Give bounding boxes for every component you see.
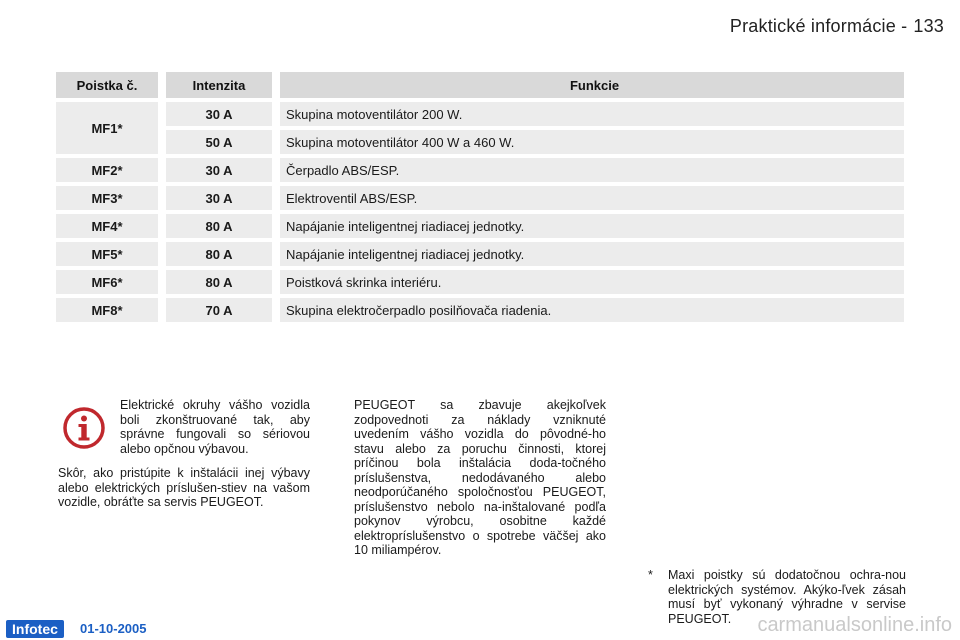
table-row: [56, 130, 904, 154]
amp-cell: 30 A: [166, 186, 272, 210]
header-func: Funkcie: [280, 72, 904, 98]
fuse-cell: MF6*: [56, 270, 158, 294]
table-row: [56, 298, 904, 322]
page-title: Praktické informácie -: [729, 16, 908, 36]
amp-cell: 80 A: [166, 270, 272, 294]
amp-cell: 30 A: [166, 158, 272, 182]
header-amp: Intenzita: [166, 72, 272, 98]
fuse-table: [56, 68, 904, 326]
watermark: carmanualsonline.info: [757, 614, 952, 636]
page-number: 133: [913, 16, 944, 36]
table-row: [56, 270, 904, 294]
info-note-text: Elektrické okruhy vášho vozidla boli zkonštruované tak, aby správne fungovali so sériovou alebo opčnou výbavou.: [120, 398, 310, 456]
header-fuse: Poistka č.: [56, 72, 158, 98]
info-note-advice: Skôr, ako pristúpite k inštalácii inej výbavy alebo elektrických príslušen-stiev na vašom vozidle, obráťte sa servis PEUGEOT.: [58, 466, 310, 509]
func-cell: Skupina motoventilátor 400 W a 460 W.: [280, 130, 904, 154]
func-cell: Skupina motoventilátor 200 W.: [280, 102, 904, 126]
page-header: [730, 16, 944, 37]
func-cell: Elektroventil ABS/ESP.: [280, 186, 904, 210]
func-cell: Skupina elektročerpadlo posilňovača riadenia.: [280, 298, 904, 322]
func-cell: Poistková skrinka interiéru.: [280, 270, 904, 294]
infotec-logo: Infotec: [6, 620, 64, 638]
footnote-marker: *: [648, 568, 653, 582]
table-row: [56, 242, 904, 266]
table-row: [56, 102, 904, 126]
fuse-cell: MF3*: [56, 186, 158, 210]
amp-cell: 70 A: [166, 298, 272, 322]
table-header-row: [56, 72, 904, 98]
amp-cell: 80 A: [166, 214, 272, 238]
fuse-cell: MF1*: [56, 102, 158, 154]
table-row: [56, 186, 904, 210]
func-cell: Napájanie inteligentnej riadiacej jednotky.: [280, 214, 904, 238]
amp-cell: 50 A: [166, 130, 272, 154]
amp-cell: 30 A: [166, 102, 272, 126]
fuse-cell: MF5*: [56, 242, 158, 266]
footer-date: 01-10-2005: [80, 621, 147, 636]
func-cell: Čerpadlo ABS/ESP.: [280, 158, 904, 182]
fuse-cell: MF4*: [56, 214, 158, 238]
footnote-text: Maxi poistky sú dodatočnou ochra-nou elektrických systémov. Akýko-ľvek zásah musí byť vykonaný výhradne v servise PEUGEOT.: [668, 568, 906, 626]
amp-cell: 80 A: [166, 242, 272, 266]
table-row: [56, 214, 904, 238]
fuse-cell: MF8*: [56, 298, 158, 322]
table-row: [56, 158, 904, 182]
liability-disclaimer: PEUGEOT sa zbavuje akejkoľvek zodpovednoti za náklady vzniknuté uvedením vášho vozidla do pôvodné-ho stavu alebo za poruchu činnosti, ktorej príčinou bola inštalácia doda-točného príslušenstva, nedodávaného alebo neodporúčaného spoločnosťou PEUGEOT, príslušenstvo nebolo na-inštalované podľa pokynov výrobcu, osobitne každé elektropríslušenstvo o spotrebe väčšej ako 10 miliampérov.: [354, 398, 606, 557]
info-icon: [62, 406, 106, 450]
fuse-cell: MF2*: [56, 158, 158, 182]
func-cell: Napájanie inteligentnej riadiacej jednotky.: [280, 242, 904, 266]
